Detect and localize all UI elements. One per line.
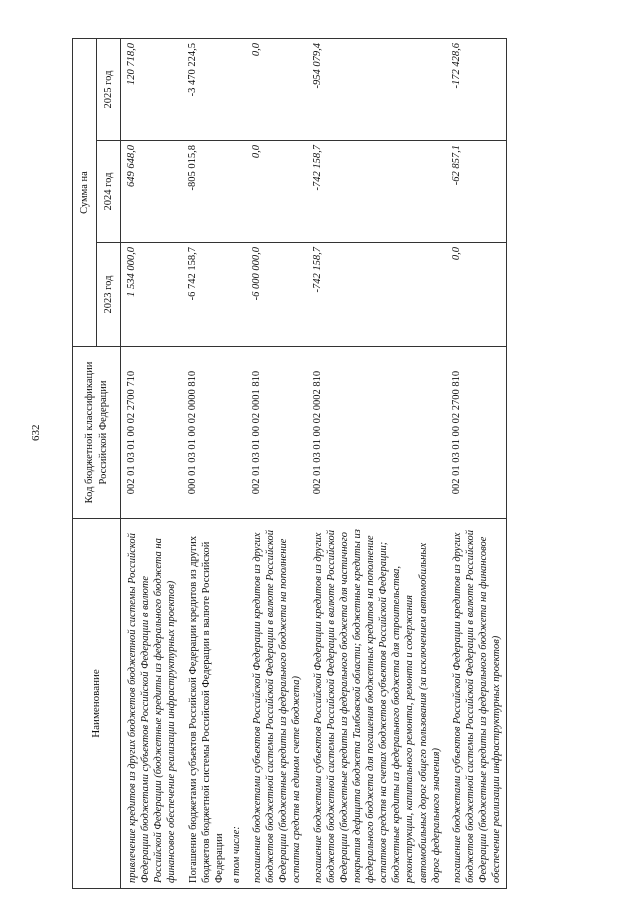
table-row bbox=[446, 39, 507, 889]
header-year-2025: 2025 год bbox=[97, 39, 121, 141]
row-value-2025: 120 718,0 bbox=[121, 39, 182, 141]
row-value-2024: -62 857,1 bbox=[446, 141, 507, 243]
row-code: 002 01 03 01 00 02 0002 810 bbox=[307, 347, 446, 519]
header-year-2024: 2024 год bbox=[97, 141, 121, 243]
row-name: погашение бюджетами субъектов Российской Федерации кредитов из других бюджетов бюджетной системы Российской Федерации в валюте Российской Федерации (бюджетные кредиты из федерального бюджета на финансовое обеспечение реализации инфраструктурных проектов) bbox=[446, 519, 507, 889]
row-value-2025: 0,0 bbox=[246, 39, 307, 141]
row-value-2024: -742 158,7 bbox=[307, 141, 446, 243]
row-code: 002 01 03 01 00 02 2700 710 bbox=[121, 347, 182, 519]
row-value-2023: 0,0 bbox=[446, 243, 507, 347]
budget-table bbox=[72, 38, 507, 889]
table-row bbox=[307, 39, 446, 889]
row-value-2024: 0,0 bbox=[246, 141, 307, 243]
row-value-2025: -172 428,6 bbox=[446, 39, 507, 141]
header-code: Код бюджетной классификации Российской Федерации bbox=[73, 347, 121, 519]
rotated-table-container bbox=[72, 39, 612, 889]
row-name: погашение бюджетами субъектов Российской Федерации кредитов из других бюджетов бюджетной системы Российской Федерации в валюте Российской Федерации (бюджетные кредиты из федерального бюджета на пополнение остатка средств на едином счете бюджета) bbox=[246, 519, 307, 889]
table-row bbox=[246, 39, 307, 889]
row-value-2024: 649 648,0 bbox=[121, 141, 182, 243]
row-value-2023: -6 000 000,0 bbox=[246, 243, 307, 347]
page-number: 632 bbox=[30, 424, 42, 441]
header-name: Наименование bbox=[73, 519, 121, 889]
row-name: погашение бюджетами субъектов Российской Федерации кредитов из других бюджетов бюджетной системы Российской Федерации в валюте Российской Федерации (бюджетные кредиты из федерального бюджета для частичного покрытия дефицита бюджета Тамбовской области; бюджетные кредиты из федерального бюджета для погашения бюджетных кредитов на пополнение остатков средств на счетах бюджетов субъектов Российской Федерации; бюджетные кредиты из федерального бюджета для строительства, реконструкции, капитального ремонта, ремонта и содержания автомобильных дорог общего пользования (за исключением автомобильных дорог федерального значения) bbox=[307, 519, 446, 889]
row-value-2024: -805 015,8 bbox=[182, 141, 247, 243]
table-row bbox=[182, 39, 247, 889]
row-value-2023: -742 158,7 bbox=[307, 243, 446, 347]
row-value-2025: -954 079,4 bbox=[307, 39, 446, 141]
row-name: привлечение кредитов из других бюджетов бюджетной системы Российской Федерации бюджетами субъектов Российской Федерации в валюте Российской Федерации (бюджетные кредиты из федерального бюджета на финансовое обеспечение реализации инфраструктурных проектов) bbox=[121, 519, 182, 889]
row-name-cell bbox=[182, 519, 247, 889]
header-year-2023: 2023 год bbox=[97, 243, 121, 347]
row-note: в том числе: bbox=[230, 826, 242, 883]
header-sum: Сумма на bbox=[73, 39, 97, 347]
row-value-2025: -3 470 224,5 bbox=[182, 39, 247, 141]
row-code: 000 01 03 01 00 02 0000 810 bbox=[182, 347, 247, 519]
row-code: 002 01 03 01 00 02 0001 810 bbox=[246, 347, 307, 519]
row-value-2023: 1 534 000,0 bbox=[121, 243, 182, 347]
table-row bbox=[121, 39, 182, 889]
row-value-2023: -6 742 158,7 bbox=[182, 243, 247, 347]
row-name: Погашение бюджетами субъектов Российской Федерации кредитов из других бюджетов бюджетной системы Российской Федерации в валюте Российской Федерации bbox=[187, 535, 225, 883]
row-code: 002 01 03 01 00 02 2700 810 bbox=[446, 347, 507, 519]
